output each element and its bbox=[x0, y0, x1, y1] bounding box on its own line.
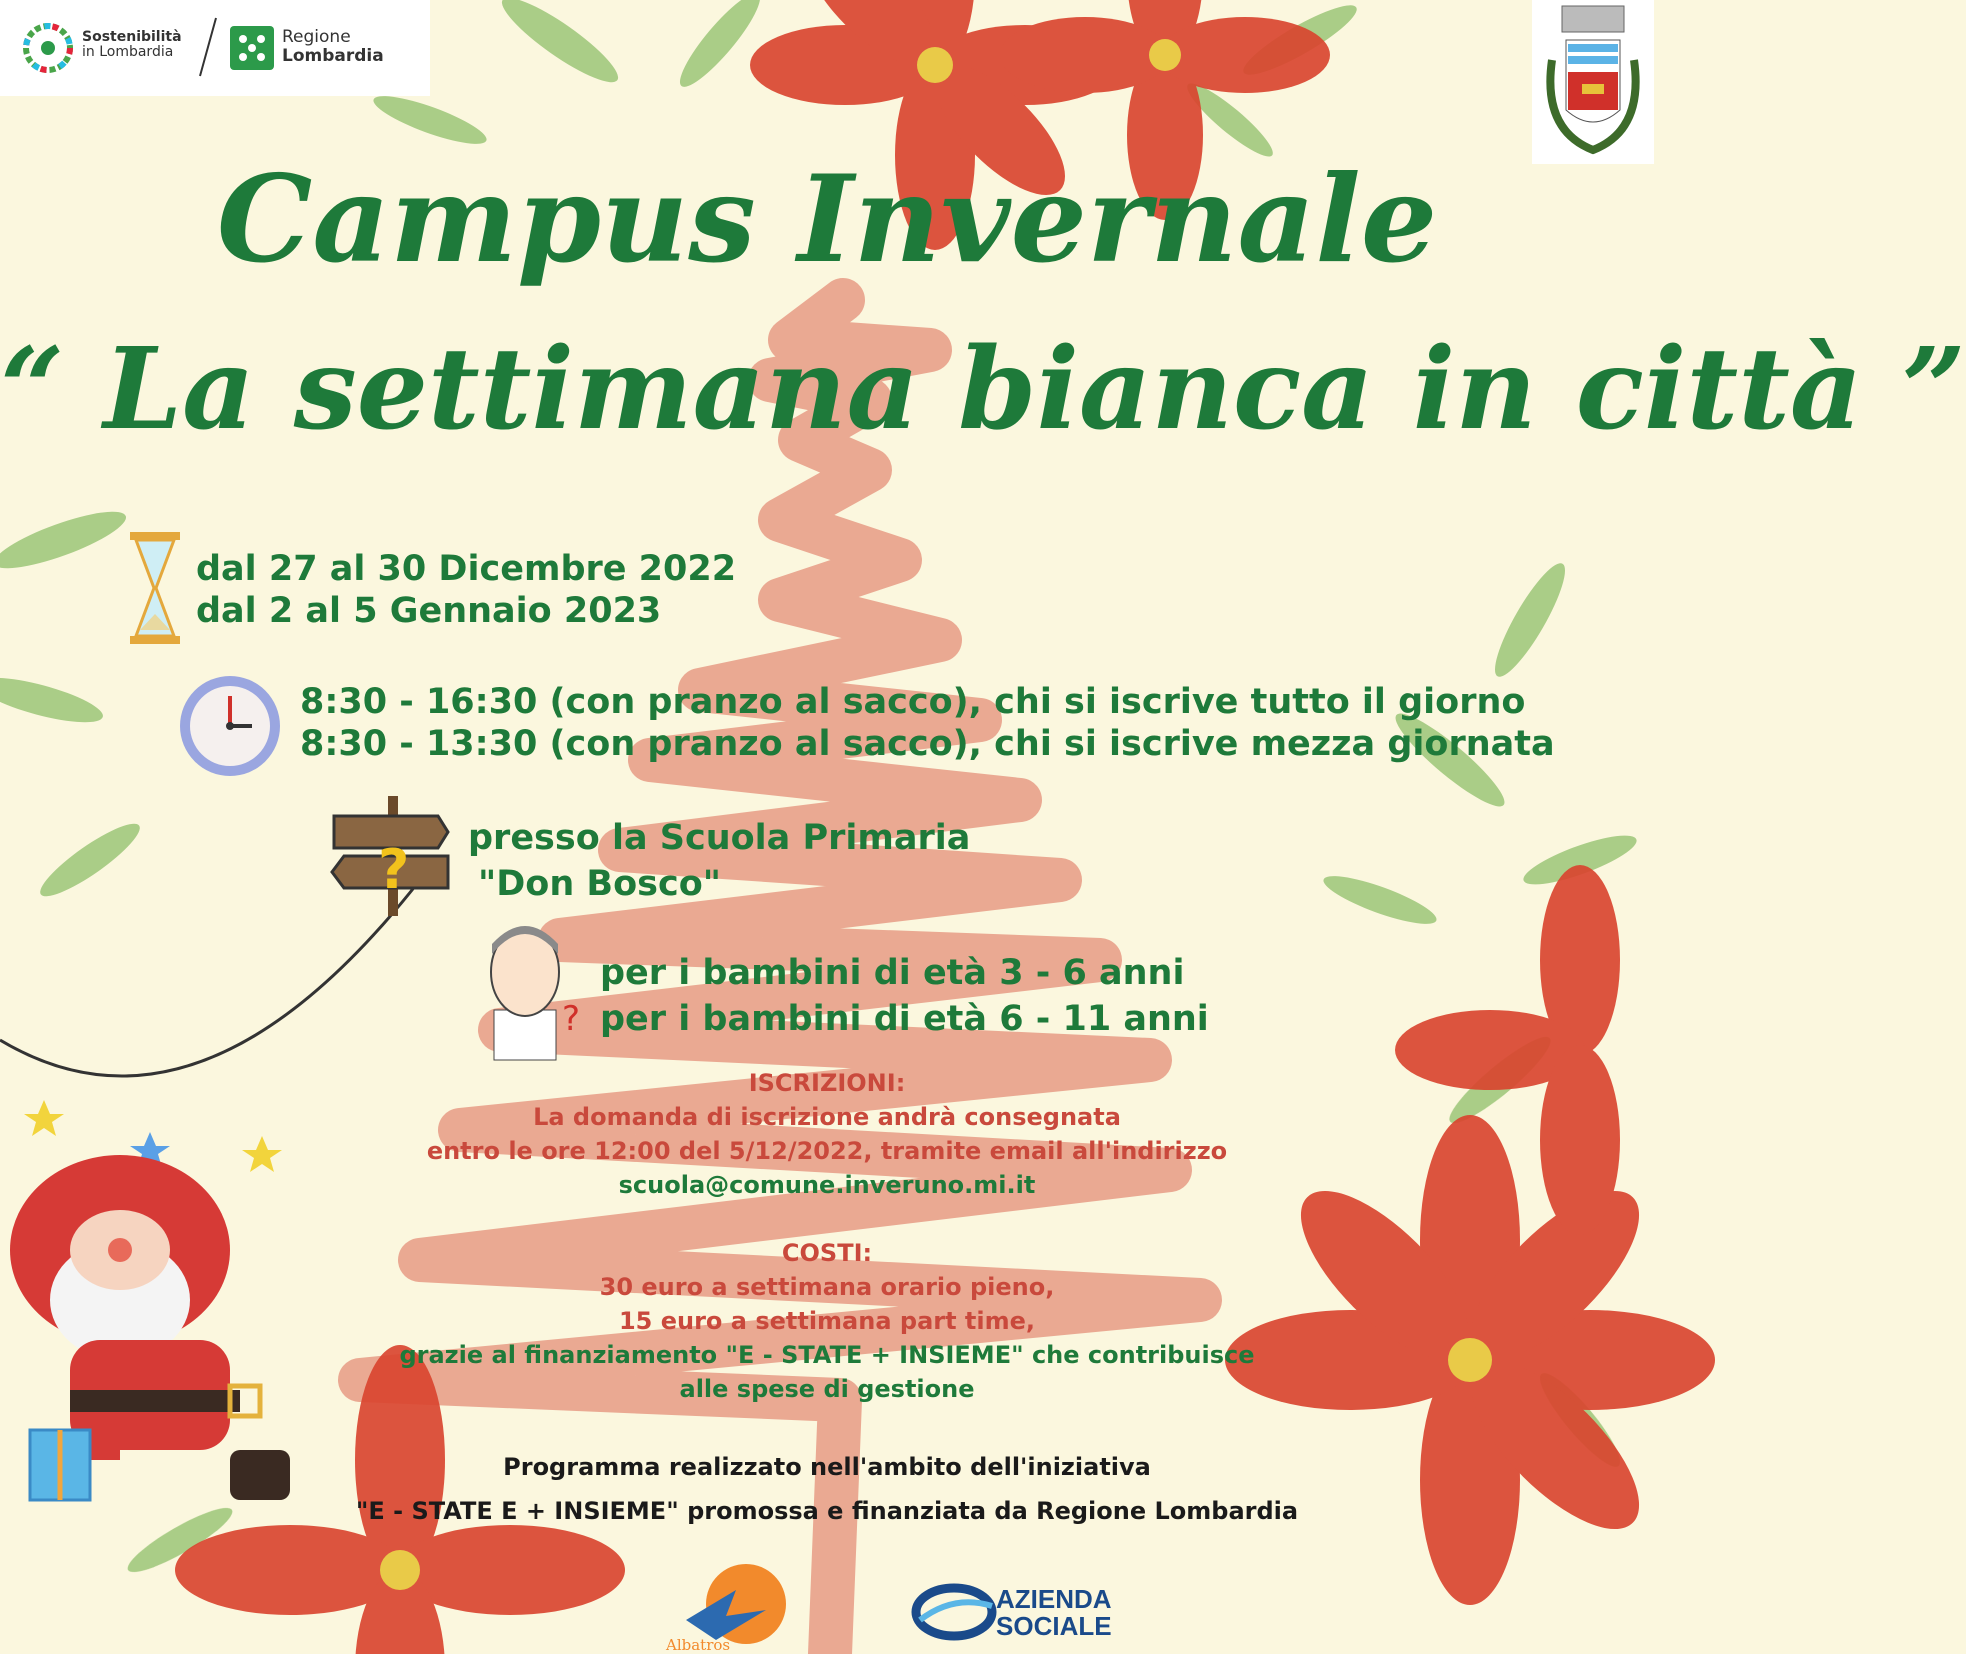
dates-line2: dal 2 al 5 Gennaio 2023 bbox=[196, 591, 662, 631]
hours-line2: 8:30 - 13:30 (con pranzo al sacco), chi si iscrive mezza giornata bbox=[300, 724, 1555, 764]
location-line1: presso la Scuola Primaria bbox=[468, 818, 971, 858]
ages-line1: per i bambini di età 3 - 6 anni bbox=[600, 953, 1185, 993]
hourglass-icon bbox=[126, 530, 184, 646]
dates-line1: dal 27 al 30 Dicembre 2022 bbox=[196, 549, 737, 589]
partner-logos bbox=[0, 0, 430, 96]
location-line2: "Don Bosco" bbox=[478, 864, 722, 904]
svg-text:?: ? bbox=[562, 999, 581, 1039]
costi-line4: alle spese di gestione bbox=[679, 1375, 975, 1403]
sostenibilita-line2: in Lombardia bbox=[82, 44, 174, 61]
iscrizioni-line1: La domanda di iscrizione andrà consegnata bbox=[533, 1103, 1121, 1131]
clock-icon bbox=[176, 672, 284, 780]
title-line1: Campus Invernale bbox=[216, 149, 1438, 290]
sostenibilita-logo-text bbox=[82, 30, 182, 61]
svg-text:?: ? bbox=[378, 838, 410, 901]
divider-slash bbox=[196, 16, 220, 78]
iscrizioni-email: scuola@comune.inveruno.mi.it bbox=[618, 1171, 1036, 1199]
regione-logo-text bbox=[282, 28, 384, 65]
costi-line2: 15 euro a settimana part time, bbox=[618, 1307, 1036, 1335]
sostenibilita-line1: Sostenibilità bbox=[82, 29, 182, 45]
azienda-line2: SOCIALE bbox=[996, 1611, 1112, 1641]
azienda-line1: AZIENDA bbox=[996, 1584, 1112, 1614]
programma-line1: Programma realizzato nell'ambito dell'iniziativa bbox=[503, 1453, 1151, 1481]
coat-of-arms bbox=[1532, 0, 1654, 164]
programma-line2: "E - STATE E + INSIEME" promossa e finanziata da Regione Lombardia bbox=[355, 1497, 1299, 1525]
regione-line1: Regione bbox=[282, 27, 351, 47]
coat-of-arms-icon bbox=[1532, 0, 1654, 164]
regione-line2: Lombardia bbox=[282, 45, 384, 66]
regione-lombardia-icon bbox=[230, 26, 274, 70]
azienda-sociale-logo-icon bbox=[914, 1584, 996, 1640]
santa-illustration bbox=[0, 1100, 400, 1520]
sdg-wheel-icon bbox=[24, 24, 72, 72]
signpost-icon bbox=[328, 796, 456, 916]
costi-line1: 30 euro a settimana orario pieno, bbox=[599, 1273, 1055, 1301]
costi-line3: grazie al finanziamento "E - STATE + INSIEME" che contribuisce bbox=[399, 1341, 1255, 1369]
iscrizioni-line2: entro le ore 12:00 del 5/12/2022, tramite email all'indirizzo bbox=[426, 1137, 1228, 1165]
hours-line1: 8:30 - 16:30 (con pranzo al sacco), chi si iscrive tutto il giorno bbox=[300, 682, 1526, 722]
thinking-person-icon bbox=[480, 920, 590, 1060]
albatros-logo-text: Albatros bbox=[666, 1636, 731, 1654]
azienda-sociale-logo-text bbox=[996, 1586, 1112, 1640]
iscrizioni-heading: ISCRIZIONI: bbox=[748, 1069, 906, 1097]
title-line2: “ La settimana bianca in città ” bbox=[0, 324, 1966, 455]
costi-heading: COSTI: bbox=[781, 1239, 873, 1267]
ages-line2: per i bambini di età 6 - 11 anni bbox=[600, 999, 1209, 1039]
